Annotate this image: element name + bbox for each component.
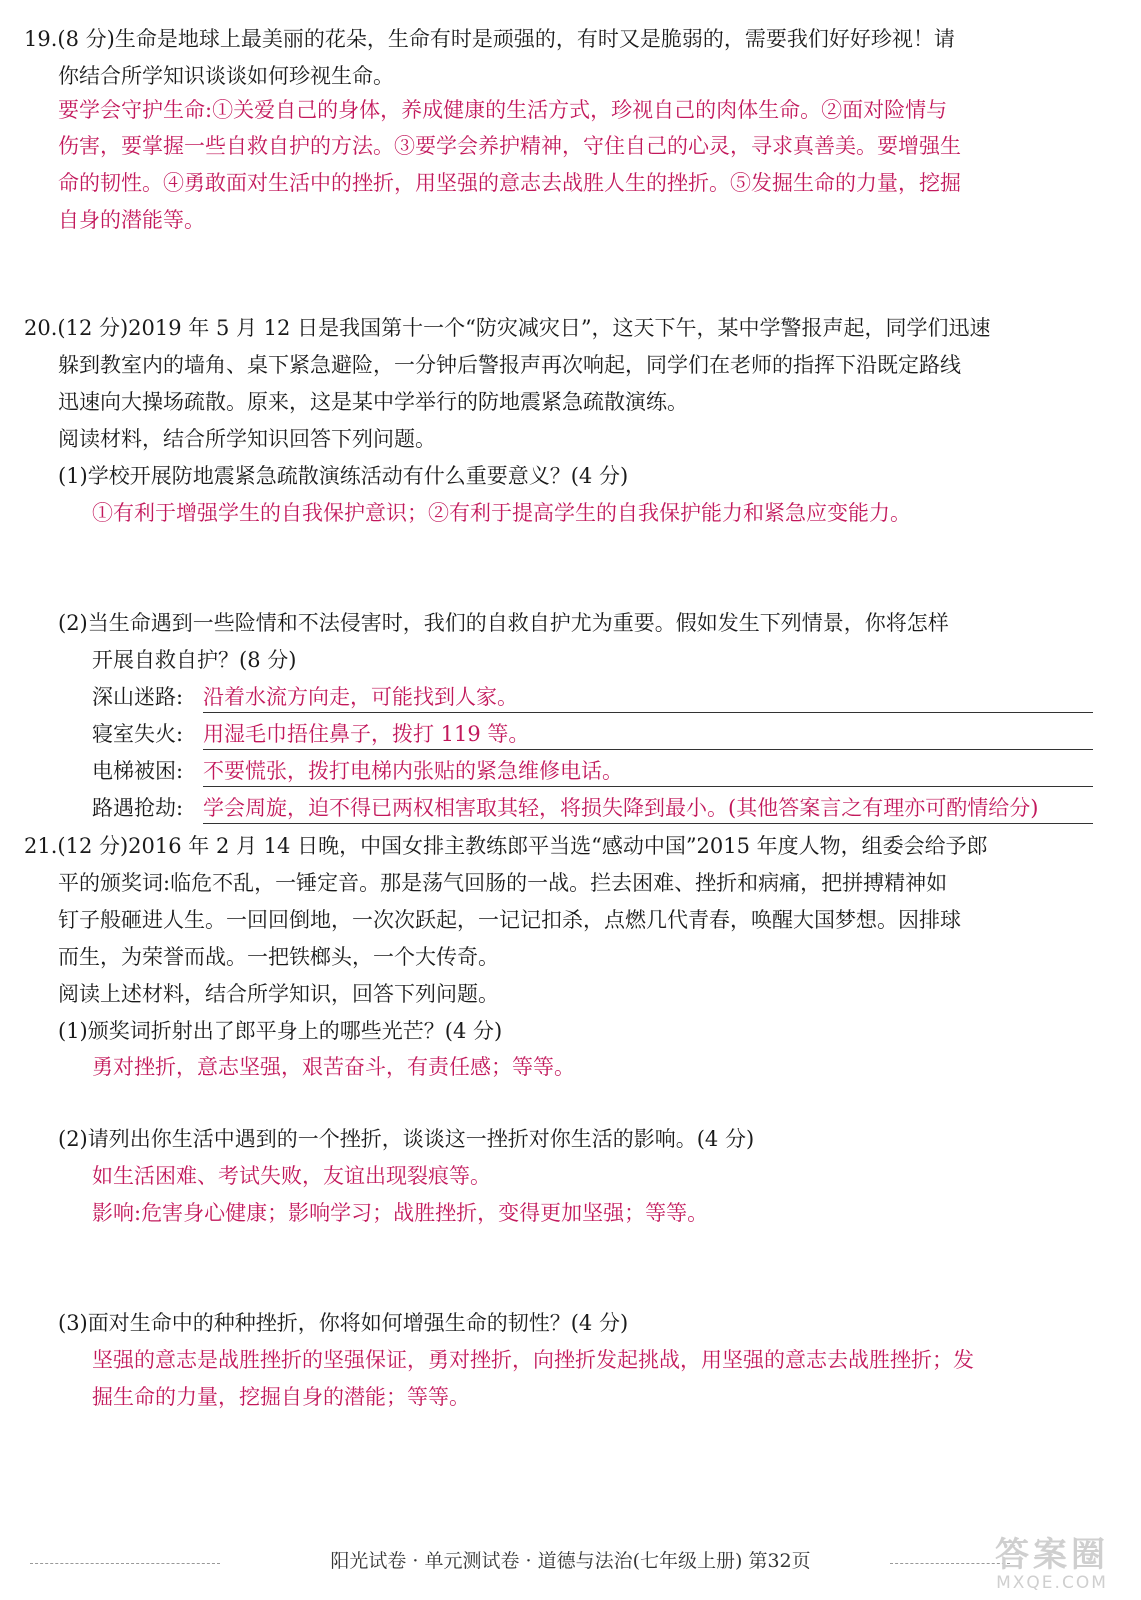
watermark-bottom-text: MXQE.COM	[996, 1573, 1108, 1593]
q20-item-label-4: 路遇抢劫:	[92, 796, 184, 820]
q21-sub1-answer: 勇对挫折，意志坚强，艰苦奋斗，有责任感；等等。	[92, 1055, 575, 1079]
q21-line-4: 而生，为荣誉而战。一把铁榔头，一个大传奇。	[58, 945, 499, 969]
q20-item-answer-2: 用湿毛巾捂住鼻子，拨打 119 等。	[203, 722, 530, 746]
q20-sub1-answer: ①有利于增强学生的自我保护意识；②有利于提高学生的自我保护能力和紧急应变能力。	[92, 501, 911, 525]
q20-item-answer-line-4	[203, 793, 1093, 824]
q19-answer-line-2: 伤害，要掌握一些自救自护的方法。③要学会养护精神，守住自己的心灵，寻求真善美。要增强生	[58, 134, 961, 158]
q19-answer-line-3: 命的韧性。④勇敢面对生活中的挫折，用坚强的意志去战胜人生的挫折。⑤发掘生命的力量，挖掘	[58, 171, 961, 195]
q19-line-1: 19.(8 分)生命是地球上最美丽的花朵，生命有时是顽强的，有时又是脆弱的，需要我们好好珍视！请	[24, 27, 955, 51]
q20-line-2: 躲到教室内的墙角、桌下紧急避险，一分钟后警报声再次响起，同学们在老师的指挥下沿既定路线	[58, 353, 961, 377]
q21-line-2: 平的颁奖词:临危不乱，一锤定音。那是荡气回肠的一战。拦去困难、挫折和病痛，把拼搏精神如	[58, 871, 948, 895]
q21-sub2-answer-line-1: 如生活困难、考试失败，友谊出现裂痕等。	[92, 1164, 491, 1188]
q20-item-answer-4: 学会周旋，迫不得已两权相害取其轻，将损失降到最小。(其他答案言之有理亦可酌情给分)	[203, 796, 1039, 820]
q20-sub1-question: (1)学校开展防地震紧急疏散演练活动有什么重要意义？(4 分)	[58, 464, 629, 488]
q21-sub1-question: (1)颁奖词折射出了郎平身上的哪些光芒？(4 分)	[58, 1019, 503, 1043]
q21-sub3-answer-line-2: 掘生命的力量，挖掘自身的潜能；等等。	[92, 1385, 470, 1409]
q21-line-5: 阅读上述材料，结合所学知识，回答下列问题。	[58, 982, 499, 1006]
q19-answer-line-1: 要学会守护生命:①关爱自己的身体，养成健康的生活方式，珍视自己的肉体生命。②面对险情与	[58, 98, 948, 122]
q21-sub2-question: (2)请列出你生活中遇到的一个挫折，谈谈这一挫折对你生活的影响。(4 分)	[58, 1127, 755, 1151]
q20-item-answer-line-1	[203, 682, 1093, 713]
q20-item-answer-line-3	[203, 756, 1093, 787]
q21-line-3: 钉子般砸进人生。一回回倒地，一次次跃起，一记记扣杀，点燃几代青春，唤醒大国梦想。因排球	[58, 908, 961, 932]
q21-sub2-answer-line-2: 影响:危害身心健康；影响学习；战胜挫折，变得更加坚强；等等。	[92, 1201, 709, 1225]
q21-line-1: 21.(12 分)2016 年 2 月 14 日晚，中国女排主教练郎平当选“感动中国”2015 年度人物，组委会给予郎	[24, 834, 988, 858]
q20-item-answer-line-2	[203, 719, 1093, 750]
q20-sub2-question-line-2: 开展自救自护？(8 分)	[92, 648, 297, 672]
watermark-top-text: 答案圈	[995, 1535, 1109, 1575]
q20-sub2-question-line-1: (2)当生命遇到一些险情和不法侵害时，我们的自救自护尤为重要。假如发生下列情景，你将怎样	[58, 611, 949, 635]
q20-item-label-2: 寝室失火:	[92, 722, 184, 746]
q19-answer-line-4: 自身的潜能等。	[58, 208, 205, 232]
q20-item-answer-1: 沿着水流方向走，可能找到人家。	[203, 685, 518, 709]
q21-sub3-question: (3)面对生命中的种种挫折，你将如何增强生命的韧性？(4 分)	[58, 1311, 629, 1335]
q20-line-3: 迅速向大操场疏散。原来，这是某中学举行的防地震紧急疏散演练。	[58, 390, 688, 414]
q21-sub3-answer-line-1: 坚强的意志是战胜挫折的坚强保证，勇对挫折，向挫折发起挑战，用坚强的意志去战胜挫折；发	[92, 1348, 974, 1372]
q20-line-1: 20.(12 分)2019 年 5 月 12 日是我国第十一个“防灾减灾日”，这天下午，某中学警报声起，同学们迅速	[24, 316, 991, 340]
q20-item-label-3: 电梯被困:	[92, 759, 184, 783]
watermark-logo	[977, 1536, 1127, 1594]
q20-item-label-1: 深山迷路:	[92, 685, 184, 709]
q20-line-4: 阅读材料，结合所学知识回答下列问题。	[58, 427, 436, 451]
q20-item-answer-3: 不要慌张，拨打电梯内张贴的紧急维修电话。	[203, 759, 623, 783]
q19-line-2: 你结合所学知识谈谈如何珍视生命。	[58, 64, 394, 88]
page-footer: 阳光试卷 · 单元测试卷 · 道德与法治(七年级上册) 第32页	[330, 1550, 811, 1572]
